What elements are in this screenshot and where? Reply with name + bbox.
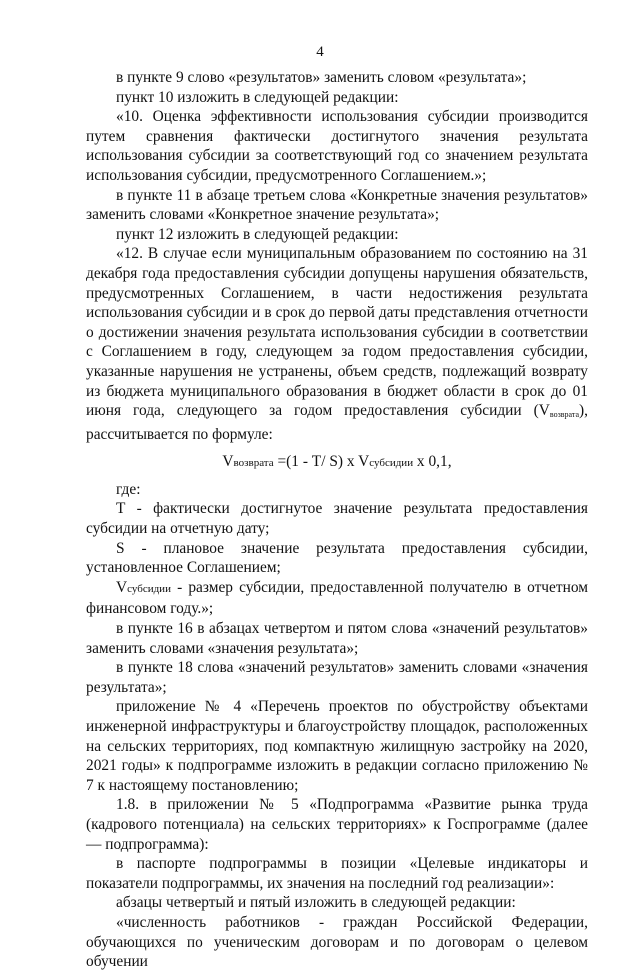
document-body bbox=[86, 68, 588, 972]
paragraph: в пункте 18 слова «значений результатов» заменить словами «значения результата»; bbox=[86, 659, 588, 696]
where-label: где: bbox=[116, 480, 141, 498]
formula bbox=[86, 452, 588, 474]
paragraph: пункт 12 изложить в следующей редакции: bbox=[116, 225, 399, 243]
definition-v-sub: субсидии bbox=[127, 582, 171, 595]
formula-tail: x 0,1, bbox=[413, 453, 452, 471]
definition-s: S - плановое значение результата предоставления субсидии, установленное Соглашением; bbox=[86, 539, 588, 577]
paragraph: приложение № 4 «Перечень проектов по обустройству объектами инженерной инфраструктуры и благоустройству площадок, расположенных на сельских территориях, под компактную жилищную застройку на 2020, 2021 годы» к подпрограмме изложить в редакции согласно приложению № 7 к настоящему постановлению; bbox=[86, 698, 588, 794]
paragraph-12-tail: ), рассчитывается по формуле: bbox=[86, 402, 588, 443]
definition-v bbox=[86, 578, 588, 619]
formula-middle: =(1 - T/ S) x V bbox=[273, 453, 370, 471]
page-number: 4 bbox=[316, 44, 324, 60]
paragraph: в пункте 16 в абзацах четвертом и пятом слова «значений результатов» заменить словами «значения результата»; bbox=[86, 620, 588, 657]
paragraph: «численность работников - граждан Российской Федерации, обучающихся по ученическим договорам и по договорам о целевом обучении bbox=[86, 913, 588, 971]
paragraph: абзацы четвертый и пятый изложить в следующей редакции: bbox=[116, 894, 516, 912]
paragraph-12 bbox=[86, 244, 588, 444]
paragraph: «10. Оценка эффективности использования субсидии производится путем сравнения фактически достигнутого значения результата использования субсидии за соответствующий год со значением результата использования субсидии, предусмотренного Соглашением.»; bbox=[86, 108, 588, 184]
paragraph: в пункте 11 в абзаце третьем слова «Конкретные значения результатов» заменить словами «Конкретное значение результата»; bbox=[86, 186, 588, 224]
definition-v-text: - размер субсидии, предоставленной получателю в отчетном финансовом году.»; bbox=[86, 578, 588, 618]
formula-v2-sub: субсидии bbox=[369, 457, 414, 470]
paragraph: пункт 10 изложить в следующей редакции: bbox=[116, 88, 399, 106]
definition-v-symbol: V bbox=[116, 578, 128, 596]
paragraph: 1.8. в приложении № 5 «Подпрограмма «Развитие рынка труда (кадрового потенциала) на сельских территориях» к Госпрограмме (далее — подпрограмма): bbox=[86, 796, 588, 853]
paragraph: в паспорте подпрограммы в позиции «Целевые индикаторы и показатели подпрограммы, их значения на последний год реализации»: bbox=[86, 855, 588, 892]
paragraph: в пункте 9 слово «результатов» заменить словом «результата»; bbox=[116, 69, 527, 86]
formula-v1: V bbox=[222, 453, 234, 471]
subscript: возврата bbox=[549, 410, 580, 420]
definition-t: T - фактически достигнутое значение результата предоставления субсидии на отчетную дату; bbox=[86, 500, 588, 538]
paragraph-12-text: «12. В случае если муниципальным образованием по состоянию на 31 декабря года предоставления субсидии допущены нарушения обязательств, предусмотренных Соглашением, в части недостижения результата использования субсидии и в срок до первой даты представления отчетности о достижении значения результата использования субсидии в соответствии с Соглашением в году, следующем за годом предоставления субсидии, указанные нарушения не устранены, объем средств, подлежащий возврату из бюджета муниципального образования в бюджет области в срок до 01 июня года, следующего за годом предоставления субсидии (V bbox=[86, 245, 588, 420]
formula-v1-sub: возврата bbox=[233, 457, 274, 470]
